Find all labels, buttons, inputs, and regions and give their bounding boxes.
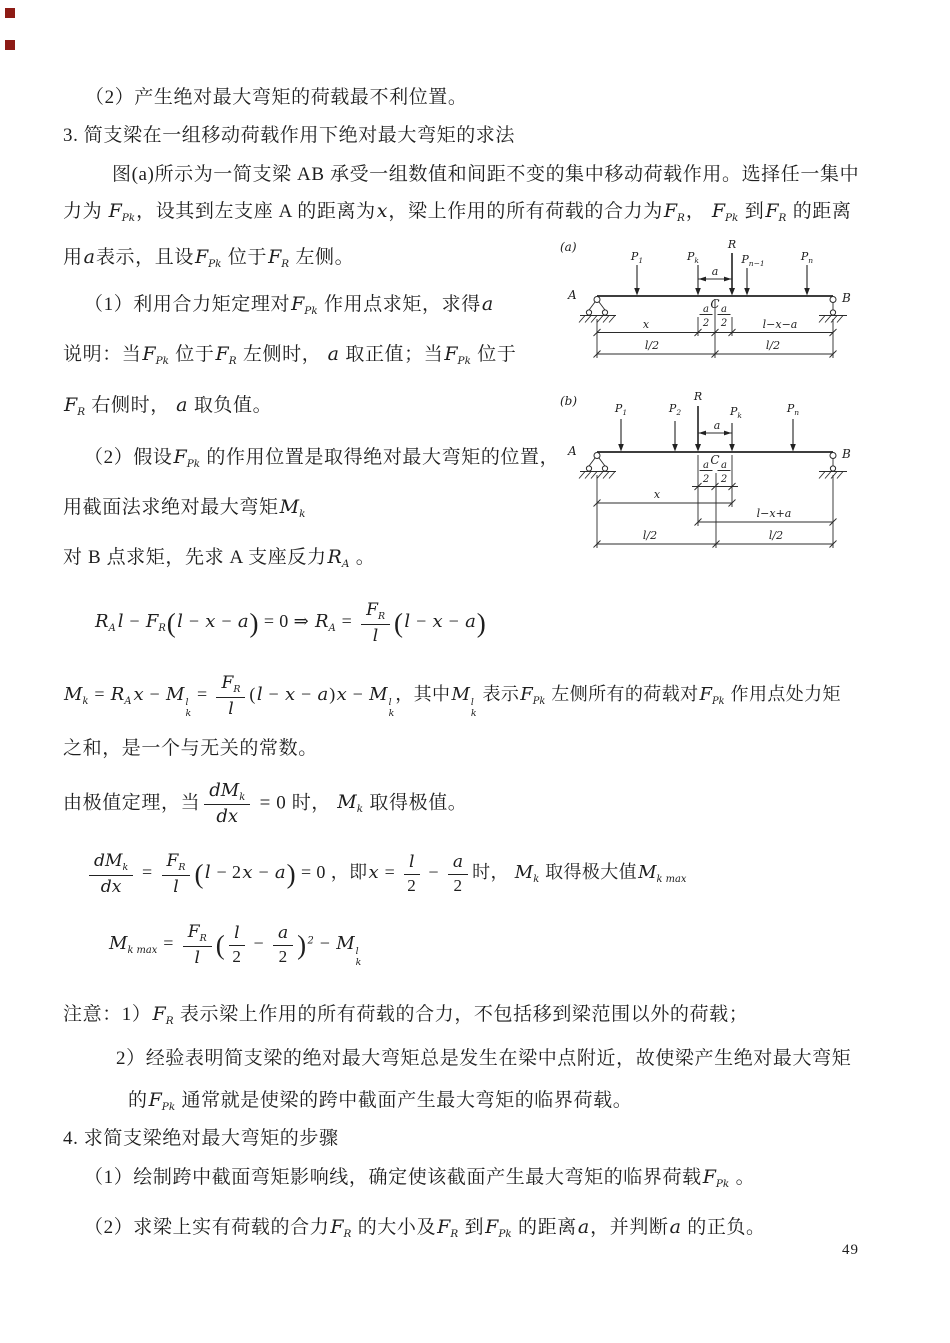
para-a-notation: 用a表示，且设$F_{Pk}$ 位于$F_R$ 左侧。 — [63, 246, 355, 271]
support-label-b: B — [842, 291, 851, 305]
load-arrow-p2 — [668, 402, 681, 452]
para-sign-note-1: 说明：当$F_{Pk}$ 位于$F_R$ 左侧时， a 取正值；当$F_{Pk}$ 位于 — [63, 343, 517, 368]
load-arrow-pn1 — [740, 253, 764, 296]
svg-text:a: a — [703, 460, 709, 471]
svg-text:P1: $P_1$ — [630, 250, 644, 265]
red-mark — [5, 40, 15, 50]
svg-text:2: 2 — [720, 318, 728, 329]
para-step2: （2）假设$F_{Pk}$ 的作用位置是取得绝对最大弯矩的位置， — [84, 446, 560, 471]
support-label-a: A — [568, 288, 577, 302]
load-arrow-r — [727, 238, 736, 296]
load-arrow-pn — [786, 402, 799, 452]
dim-row-x — [594, 488, 736, 507]
svg-text:2: 2 — [702, 318, 710, 329]
heading-section-4: 4. 求简支梁绝对最大弯矩的步骤 — [63, 1128, 339, 1149]
svg-text:a: a — [721, 460, 727, 471]
para-intro-2: 力为 $F_{Pk}$，设其到左支座 A 的距离为x，梁上作用的所有荷载的合力为$F_R$， $F_{Pk}$ 到$F_R$ 的距离 — [63, 200, 852, 225]
svg-text:Pn: $P_n$ — [800, 250, 814, 265]
load-arrow-pk — [686, 250, 701, 296]
equation-derivative: $\frac{dM_k}{dx}$ = $\frac{F_R}{l}$ (l − 2x − a) = 0 ，即x = $\frac{l}{2}$ − $\frac{a}{2}$ 时， $M_k$ 取得极大值$M_{k max}$ — [85, 851, 687, 897]
equation-mk: $M_k = R_A$ x − M l k = $\frac{F_R}{l}$ (l − x − a)x − M l k ，其中M l k 表示$F_{Pk}$ 左侧所有的荷载对$F_{Pk}$ 作用点处力矩 — [64, 673, 841, 720]
para-sign-note-2: $F_R$ 右侧时， a 取负值。 — [64, 394, 273, 419]
svg-text:l−x−a: l−x−a — [762, 318, 798, 331]
para-extremum: 由极值定理，当 $\frac{dM_k}{dx}$ = 0 时， $M_k$ 取得极值。 — [63, 780, 468, 828]
dim-a — [698, 265, 732, 281]
para-worst-position: （2）产生绝对最大弯矩的荷载最不利位置。 — [85, 87, 468, 108]
extension-lines — [597, 455, 833, 548]
support-label-b: B — [842, 447, 851, 461]
diagram-b-tag: (b) — [560, 394, 578, 408]
svg-text:a: a — [713, 419, 721, 432]
page-number: 49 — [842, 1242, 859, 1258]
beam-diagram-b — [540, 385, 940, 585]
svg-text:l/2: l/2 — [765, 339, 781, 352]
svg-text:x: x — [642, 318, 650, 331]
load-arrow-pn — [800, 250, 813, 296]
para-moment-about-b: 对 B 点求矩，先求 A 支座反力$R_A$ 。 — [63, 546, 376, 571]
diagram-a-tag: (a) — [560, 240, 577, 254]
svg-text:C: C — [710, 297, 720, 311]
equation-reaction: $R_A$ $l - F_R(l - x - a) = 0$ ⇒ $R_A$ = $\frac{F_R}{l}$ (l − x − a) — [95, 600, 487, 646]
svg-text:x: x — [653, 488, 661, 501]
equation-mkmax: $M_{k max}$ = $\frac{F_R}{l}$ ( $\frac{l}{2}$ − $\frac{a}{2}$ )$^2$ − M l k — [109, 922, 362, 969]
svg-text:l/2: l/2 — [642, 529, 658, 542]
svg-text:a: a — [711, 265, 719, 278]
svg-text:R: R — [693, 390, 703, 403]
svg-text:P1: $P_1$ — [614, 402, 628, 417]
load-arrow-p1 — [630, 250, 643, 296]
extension-lines — [597, 299, 833, 358]
heading-section-3: 3. 简支梁在一组移动荷载作用下绝对最大弯矩的求法 — [63, 125, 516, 146]
step-1: （1）绘制跨中截面弯矩影响线，确定使该截面产生最大弯矩的临界荷载$F_{Pk}$ 。 — [84, 1166, 756, 1191]
load-arrow-pk — [729, 405, 742, 452]
para-section-method: 用截面法求绝对最大弯矩$M_k$ — [63, 496, 306, 521]
svg-text:2: 2 — [720, 474, 728, 485]
midspan-fractions — [692, 453, 738, 490]
dim-a — [698, 419, 732, 435]
svg-text:l/2: l/2 — [644, 339, 660, 352]
svg-text:a: a — [721, 304, 727, 315]
svg-text:Pn: $P_n$ — [786, 402, 800, 417]
svg-text:Pn−1: $P_{n-1}$ — [741, 253, 765, 268]
load-arrow-p1 — [614, 402, 627, 452]
para-constant: 之和，是一个与无关的常数。 — [63, 738, 318, 759]
load-arrow-r — [693, 390, 702, 452]
dim-row-halves — [594, 529, 837, 548]
note-2a: 2）经验表明简支梁的绝对最大弯矩总是发生在梁中点附近，故使梁产生绝对最大弯矩 — [116, 1048, 852, 1069]
step-2: （2）求梁上实有荷载的合力$F_R$ 的大小及$F_R$ 到$F_{Pk}$ 的距离a，并判断a 的正负。 — [84, 1216, 766, 1241]
svg-text:l−x+a: l−x+a — [756, 507, 792, 520]
svg-text:C: C — [710, 453, 720, 467]
svg-text:a: a — [703, 304, 709, 315]
svg-text:l/2: l/2 — [768, 529, 784, 542]
red-mark — [5, 8, 15, 18]
para-step1: （1）利用合力矩定理对$F_{Pk}$ 作用点求矩，求得a — [84, 293, 494, 318]
para-intro-1: 图(a)所示为一简支梁 AB 承受一组数值和间距不变的集中移动荷载作用。选择任一集中 — [112, 164, 860, 185]
note-1: 注意：$1)F_R$ 表示梁上作用的所有荷载的合力，不包括移到梁范围以外的荷载； — [63, 1003, 749, 1028]
support-pin-a — [567, 288, 616, 323]
beam-diagram-a — [540, 235, 940, 392]
support-label-a: A — [568, 444, 577, 458]
note-2b: 的$F_{Pk}$ 通常就是使梁的跨中截面产生最大弯矩的临界荷载。 — [128, 1089, 633, 1114]
svg-text:R: R — [727, 238, 737, 251]
support-pin-a — [567, 444, 616, 479]
svg-text:P2: $P_2$ — [668, 402, 682, 417]
svg-text:Pk: $P_k$ — [730, 405, 742, 420]
svg-text:2: 2 — [702, 474, 710, 485]
svg-text:Pk: $P_k$ — [687, 250, 699, 265]
